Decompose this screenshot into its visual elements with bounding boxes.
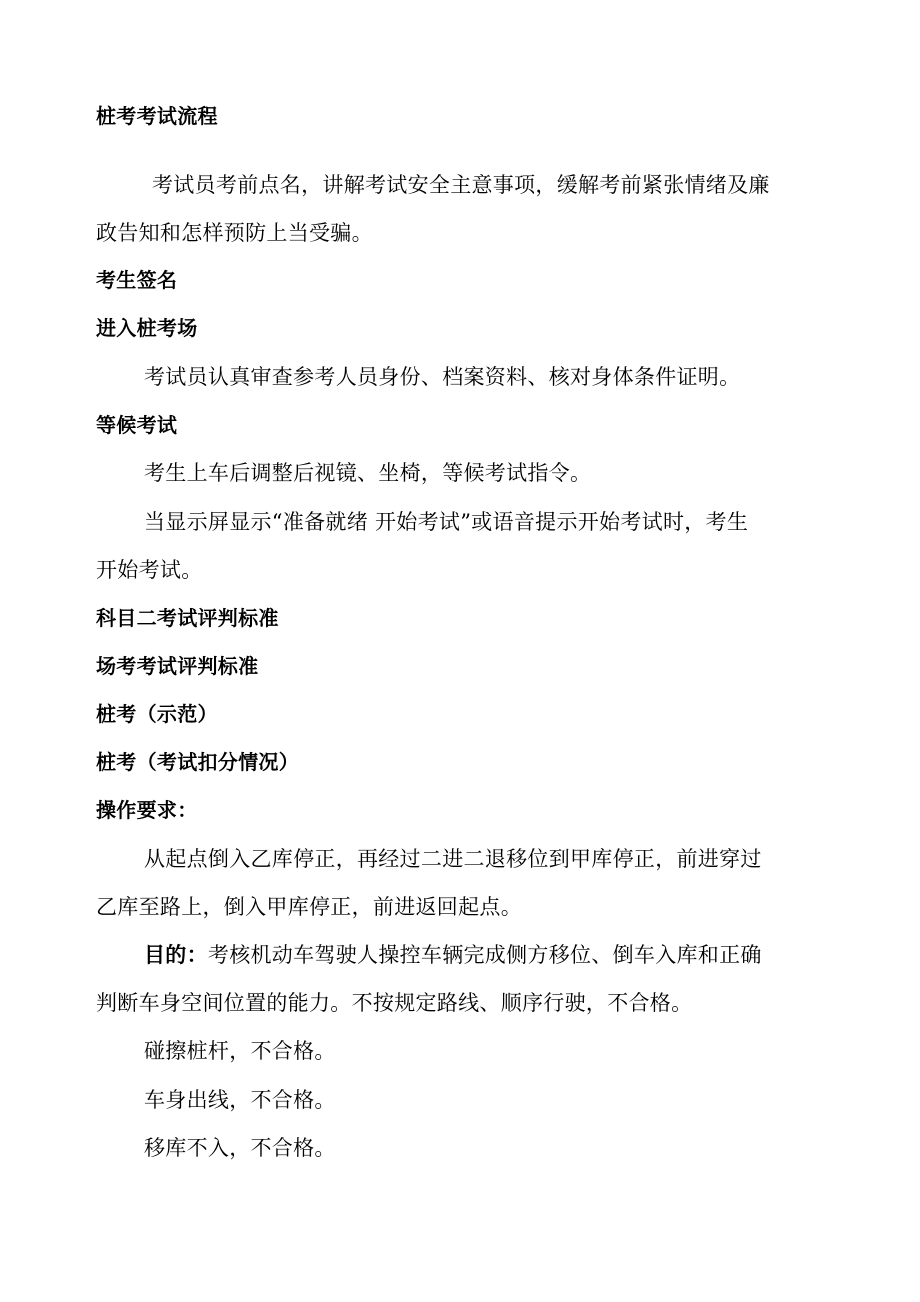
heading-field: 场考考试评判标准 [96, 654, 259, 678]
purpose-paragraph-line-2: 判断车身空间位置的能力。不按规定路线、顺序行驶，不合格。 [96, 991, 693, 1015]
rule-item-2: 车身出线，不合格。 [144, 1088, 336, 1112]
purpose-label: 目的： [144, 943, 208, 967]
document-title: 桩考考试流程 [96, 104, 218, 128]
heading-enter: 进入桩考场 [96, 316, 198, 340]
rule-item-1: 碰擦桩杆，不合格。 [144, 1039, 336, 1063]
heading-subject2: 科目二考试评判标准 [96, 606, 279, 630]
wait-paragraph: 考生上车后调整后视镜、坐椅，等候考试指令。 [144, 461, 592, 485]
intro-paragraph-line-1: 考试员考前点名，讲解考试安全主意事项，缓解考前紧张情绪及廉 [152, 173, 770, 197]
purpose-paragraph-line-1 [144, 940, 762, 970]
require-paragraph-line-1: 从起点倒入乙库停正，再经过二进二退移位到甲库停正，前进穿过 [144, 847, 762, 871]
start-paragraph-line-2: 开始考试。 [96, 558, 203, 582]
heading-deduct: 桩考（考试扣分情况） [96, 750, 299, 774]
heading-wait: 等候考试 [96, 413, 178, 437]
heading-require: 操作要求： [96, 798, 198, 822]
require-paragraph-line-2: 乙库至路上，倒入甲库停正，前进返回起点。 [96, 895, 522, 919]
purpose-text: 考核机动车驾驶人操控车辆完成侧方移位、倒车入库和正确 [207, 943, 762, 967]
rule-item-3: 移库不入，不合格。 [144, 1136, 336, 1160]
enter-paragraph: 考试员认真审查参考人员身份、档案资料、核对身体条件证明。 [144, 365, 741, 389]
heading-sign: 考生签名 [96, 268, 178, 292]
start-paragraph-line-1: 当显示屏显示“准备就绪 开始考试”或语音提示开始考试时，考生 [144, 510, 749, 534]
intro-paragraph-line-2: 政告知和怎样预防上当受骗。 [96, 221, 373, 245]
heading-demo: 桩考（示范） [96, 702, 218, 726]
